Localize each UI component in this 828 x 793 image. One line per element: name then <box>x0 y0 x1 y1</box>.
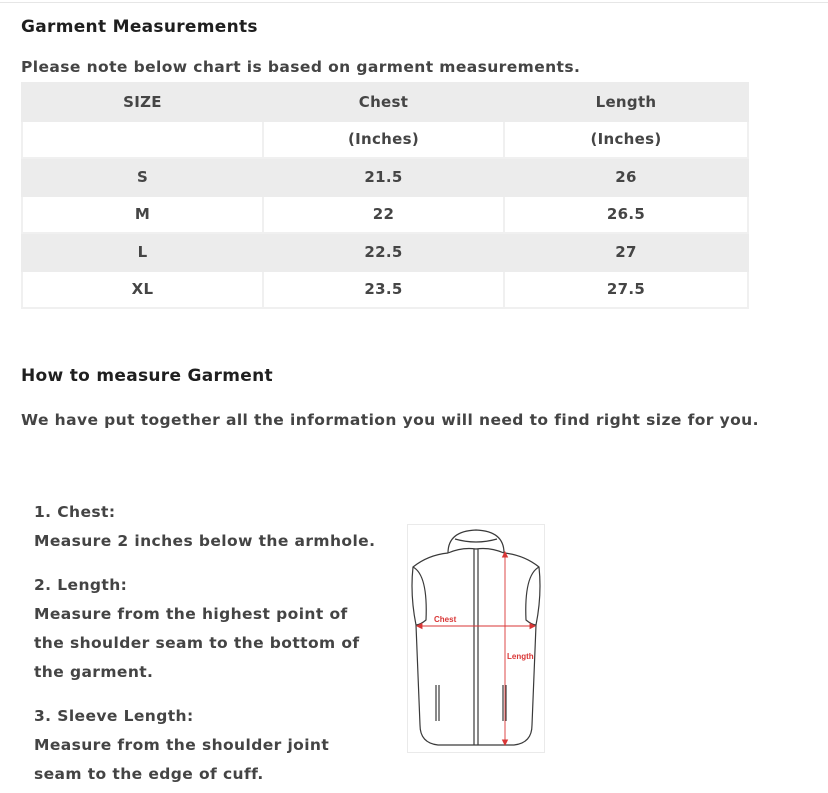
unit-chest: (Inches) <box>263 121 504 159</box>
unit-size <box>22 121 263 159</box>
cell-size: XL <box>22 271 263 309</box>
vest-outline <box>412 530 540 745</box>
instruction-text: Measure from the shoulder joint <box>34 736 330 754</box>
table-row <box>22 158 748 196</box>
instruction-heading-length: 2. Length: <box>34 576 128 594</box>
instruction-text: Measure from the highest point of <box>34 605 348 623</box>
vest-illustration <box>408 525 544 752</box>
cell-chest: 23.5 <box>263 271 504 309</box>
cell-length: 27 <box>504 233 748 271</box>
cell-length: 26.5 <box>504 196 748 234</box>
chest-label: Chest <box>434 615 457 624</box>
instruction-text: the shoulder seam to the bottom of <box>34 634 360 652</box>
table-row <box>22 271 748 309</box>
chart-note: Please note below chart is based on garment measurements. <box>21 58 581 76</box>
measurement-instructions <box>34 498 379 789</box>
cell-size: S <box>22 158 263 196</box>
section-title-garment-measurements: Garment Measurements <box>21 17 258 37</box>
cell-chest: 22.5 <box>263 233 504 271</box>
instruction-text: Measure 2 inches below the armhole. <box>34 532 376 550</box>
cell-chest: 22 <box>263 196 504 234</box>
instruction-text: the garment. <box>34 663 154 681</box>
top-divider <box>0 2 828 3</box>
cell-length: 26 <box>504 158 748 196</box>
section-title-how-to-measure: How to measure Garment <box>21 366 273 386</box>
vest-measurement-diagram <box>407 524 545 753</box>
cell-size: L <box>22 233 263 271</box>
size-chart-table <box>21 82 749 309</box>
cell-size: M <box>22 196 263 234</box>
table-header-row <box>22 83 748 121</box>
length-label: Length <box>507 652 534 661</box>
instruction-text: seam to the edge of cuff. <box>34 765 264 783</box>
cell-length: 27.5 <box>504 271 748 309</box>
length-arrow-bottom <box>503 740 508 745</box>
measure-lines <box>417 552 535 745</box>
header-size: SIZE <box>22 83 263 121</box>
table-row <box>22 233 748 271</box>
header-chest: Chest <box>263 83 504 121</box>
header-length: Length <box>504 83 748 121</box>
table-row <box>22 196 748 234</box>
unit-length: (Inches) <box>504 121 748 159</box>
measure-intro: We have put together all the information you will need to find right size for you. <box>21 411 759 429</box>
cell-chest: 21.5 <box>263 158 504 196</box>
instruction-heading-chest: 1. Chest: <box>34 503 116 521</box>
table-units-row <box>22 121 748 159</box>
instruction-heading-sleeve: 3. Sleeve Length: <box>34 707 194 725</box>
